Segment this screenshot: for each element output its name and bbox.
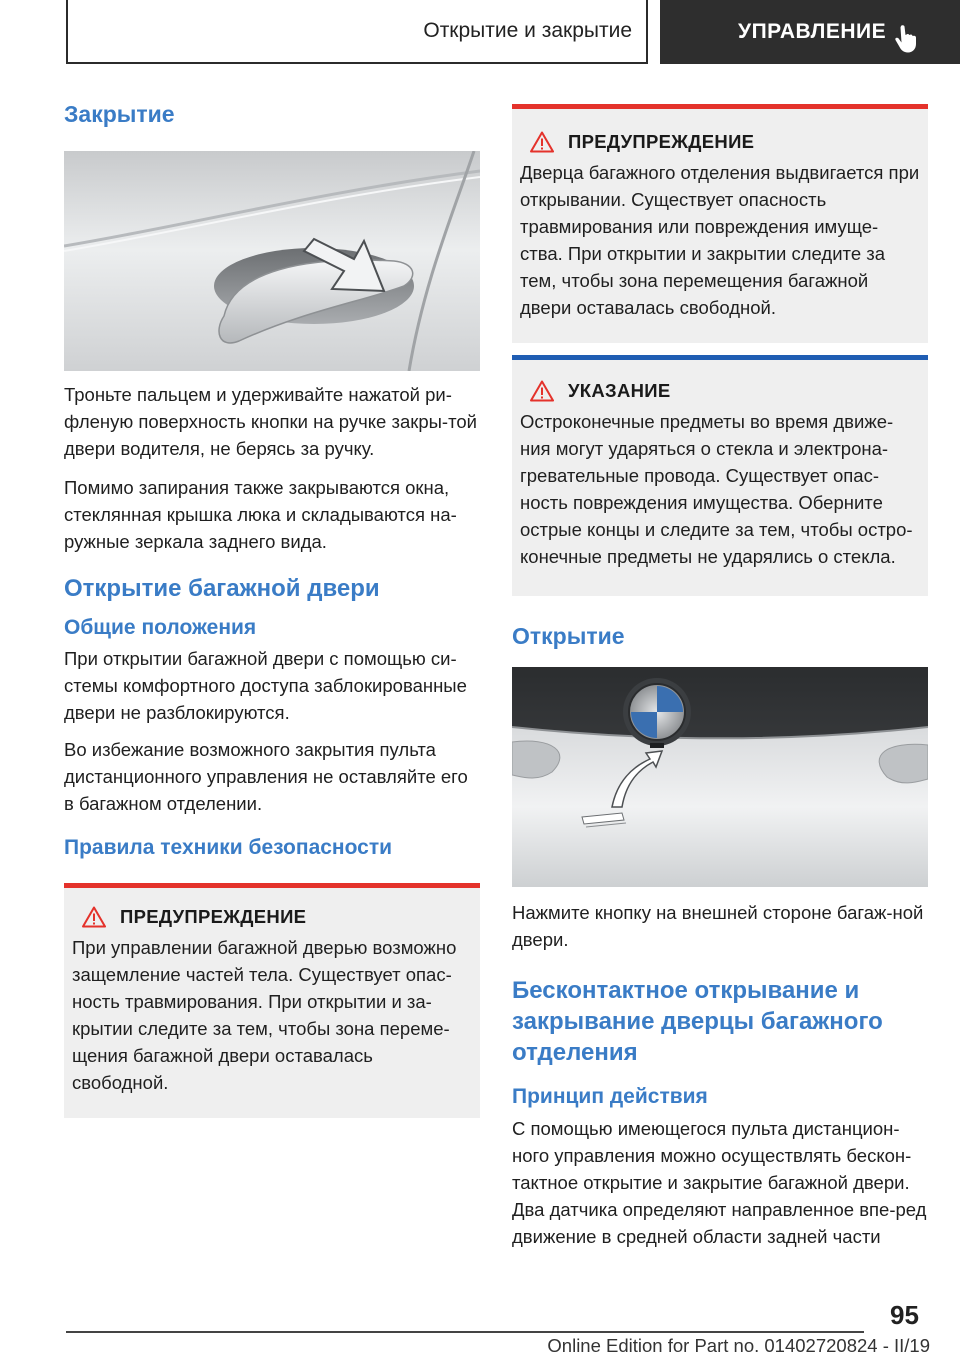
warning-box-left xyxy=(64,883,480,1118)
closing-paragraph-2: Помимо запирания также закрываются окна, стеклянная крышка люка и складываются на-ружные зеркала заднего вида. xyxy=(64,476,457,552)
general-paragraph-1: При открытии багажной двери с помощью си-стемы комфортного доступа заблокированные двери не разблокируются. xyxy=(64,647,467,723)
warning-triangle-icon xyxy=(530,131,554,153)
warning-triangle-icon xyxy=(82,906,106,928)
tailgate-heading: Открытие багажной двери xyxy=(64,574,380,602)
warning-title-row xyxy=(530,131,920,153)
warning-box-right xyxy=(512,104,928,343)
opening-heading: Открытие xyxy=(512,623,625,649)
tailgate-button-image xyxy=(512,667,928,887)
header-section-title: Открытие и закрытие xyxy=(423,19,632,42)
footer-edition: Online Edition for Part no. 01402720824 - II/19 xyxy=(547,1335,930,1356)
warning-title: ПРЕДУПРЕЖДЕНИЕ xyxy=(568,131,755,152)
note-box xyxy=(512,355,928,596)
note-triangle-icon xyxy=(530,380,554,402)
right-column xyxy=(512,104,928,1250)
note-title: УКАЗАНИЕ xyxy=(568,380,671,401)
note-title-row xyxy=(530,380,920,402)
page-number: 95 xyxy=(890,1300,919,1330)
warning-title: ПРЕДУПРЕЖДЕНИЕ xyxy=(120,906,307,928)
warning-text: При управлении багажной дверью возможно защемление частей тела. Существует опас-ность травмирования. При открытии и за-крытии следите за тем, чтобы зона переме-щения багажной двери оставалась свободной. xyxy=(72,937,457,1094)
footer-divider xyxy=(66,1331,864,1333)
warning-title-row xyxy=(82,906,472,928)
general-heading: Общие положения xyxy=(64,615,257,639)
principle-heading: Принцип действия xyxy=(512,1085,708,1109)
contactless-heading: Бесконтактное открывание и закрывание дверцы багажного отделения xyxy=(512,976,883,1067)
closing-paragraph-1: Троньте пальцем и удерживайте нажатой ри-фленую поверхность кнопки на ручке закры-той двери водителя, не берясь за ручку. xyxy=(64,383,477,459)
general-paragraph-2: Во избежание возможного закрытия пульта дистанционного управления не оставляйте его в багажном отделении. xyxy=(64,738,468,814)
door-handle-image xyxy=(64,151,480,371)
header-chapter-title: УПРАВЛЕНИЕ xyxy=(738,20,887,43)
left-column xyxy=(64,100,480,1118)
note-text: Остроконечные предметы во время движе-ния могут ударяться о стекла и электрона-гревательные провода. Существует опас-ность повреждения имущества. Оберните острые концы и следите за тем, чтобы остро-конечные предметы не ударялись о стекла. xyxy=(520,411,913,567)
header-section-tab xyxy=(66,0,648,64)
warning-text: Дверца багажного отделения выдвигается при открывании. Существует опасность травмирования или повреждения имуще-ства. При открытии и закрытии следите за тем, чтобы зона перемещения багажной двери оставалась свободной. xyxy=(520,162,920,318)
opening-paragraph: Нажмите кнопку на внешней стороне багаж-ной двери. xyxy=(512,901,924,950)
safety-heading: Правила техники безопасности xyxy=(64,835,393,859)
principle-paragraph: С помощью имеющегося пульта дистанцион-ного управления можно осуществлять бескон-тактное открытие и закрытие багажной двери. Два датчика определяют направленное впе-ред движение в средней области задней части xyxy=(512,1117,927,1247)
hand-pointer-icon xyxy=(892,24,920,54)
closing-heading: Закрытие xyxy=(64,101,175,127)
